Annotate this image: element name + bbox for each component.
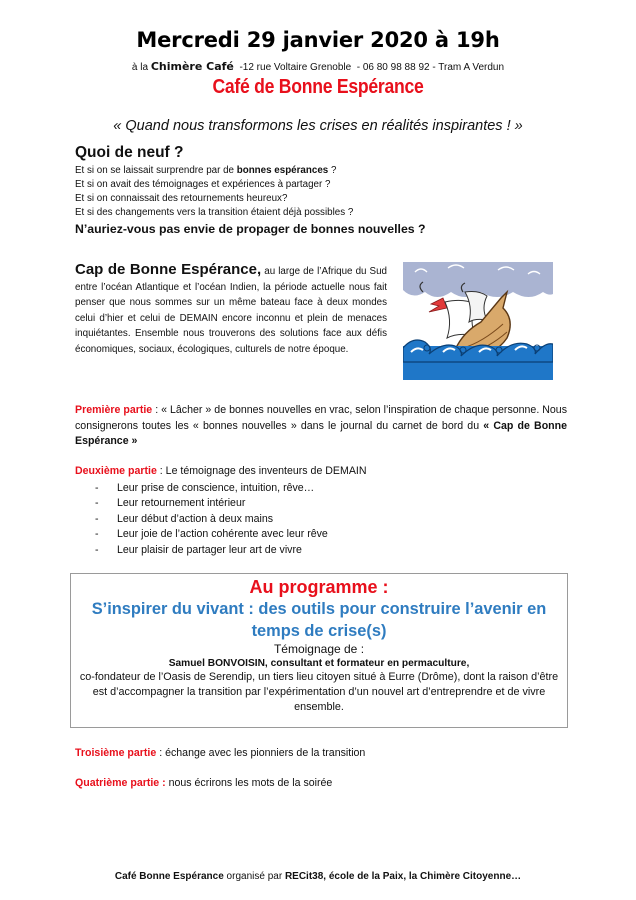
speaker: Samuel BONVOISIN, consultant et formateur en permaculture, — [168, 658, 470, 669]
part-text: : « Lâcher » de bonnes nouvelles en vrac, selon l’inspiration de chaque personne. Nous consignerons toutes les « bonnes nouvelles » dans le journal du carnet de bord du — [75, 404, 567, 432]
footer-name: Café Bonne Espérance — [114, 871, 224, 882]
part-label: Première partie — [75, 404, 153, 416]
venue-details: -12 rue Voltaire Grenoble - 06 80 98 88 92 - Tram A Verdun — [233, 62, 505, 73]
list-item — [75, 481, 567, 497]
part-text: : Le témoignage des inventeurs de DEMAIN — [156, 465, 367, 477]
waves-icon — [403, 340, 553, 380]
program-subtitle: S’inspirer du vivant : des outils pour construire l’avenir en temps de crise(s) — [91, 600, 547, 640]
part-one — [75, 403, 567, 450]
footer — [0, 871, 636, 882]
question-line — [75, 164, 575, 178]
part-text: nous écrirons les mots de la soirée — [165, 777, 333, 789]
bullet-dash: - — [95, 512, 99, 525]
speaker-description: co-fondateur de l’Oasis de Serendip, un tiers lieu citoyen situé à Eurre (Drôme), dont la raison d’être est d’accompagner la transition par l’expérimentation d’un nouvel art d’entreprendre et de vivre ensemble. — [79, 671, 559, 713]
part-label: Troisième partie — [75, 747, 157, 759]
part-three — [75, 746, 567, 762]
footer-middle: organisé par — [223, 871, 285, 882]
question-text: Et si on se laissait surprendre par de — [75, 165, 237, 176]
bullet-dash: - — [95, 481, 99, 494]
question-emphasis: bonnes espérances — [236, 165, 329, 176]
quoi-de-neuf-section — [75, 144, 575, 237]
question-line: Et si on avait des témoignages et expériences à partager ? — [75, 179, 331, 190]
list-item-text: Leur prise de conscience, intuition, rêve… — [117, 481, 315, 494]
slogan: « Quand nous transformons les crises en réalités inspirantes ! » — [113, 118, 523, 134]
question-line: Et si on connaissait des retournements heureux? — [75, 193, 288, 204]
ship-illustration — [403, 262, 553, 380]
bullet-list — [75, 481, 567, 559]
part-text: : échange avec les pionniers de la transition — [156, 747, 366, 759]
bullet-dash: - — [95, 528, 99, 541]
list-item — [75, 527, 567, 543]
part-emphasis: « Cap de Bonne Espérance » — [75, 419, 567, 447]
part-label: Deuxième partie — [75, 465, 157, 477]
part-label: Quatrième partie : — [75, 777, 166, 789]
call-to-action: N’auriez-vous pas envie de propager de bonnes nouvelles ? — [75, 222, 426, 236]
question-line: Et si des changements vers la transition étaient déjà possibles ? — [75, 207, 354, 218]
venue-name: Chimère Café — [150, 60, 234, 73]
list-item — [75, 512, 567, 528]
program-heading: Au programme : — [249, 577, 389, 597]
cap-text: au large de l’Afrique du Sud entre l’océan Atlantique et l’océan Indien, la période actuelle nous fait penser que nous sommes sur un même bateau face à deux mondes celui d’hier et celui de DEMAIN encore inconnu et plein de menaces inquiétantes. Ensemble nous trouverons des solutions face aux défis économiques, sociaux, écologiques, culturels de notre époque. — [75, 266, 387, 355]
list-item-text: Leur début d’action à deux mains — [117, 512, 274, 525]
list-item-text: Leur retournement intérieur — [117, 497, 246, 510]
testimony-label: Témoignage de : — [273, 642, 365, 656]
venue-line — [0, 60, 636, 73]
bullet-dash: - — [95, 497, 99, 510]
venue-prefix: à la — [131, 62, 151, 73]
program-box — [70, 573, 568, 728]
question-suffix: ? — [328, 165, 337, 176]
part-two — [75, 464, 567, 558]
section-heading: Quoi de neuf ? — [75, 144, 184, 161]
list-item-text: Leur joie de l’action cohérente avec leur rêve — [117, 528, 328, 541]
event-name: Café de Bonne Espérance — [212, 76, 424, 98]
cap-paragraph — [75, 262, 387, 357]
flag-icon — [429, 298, 447, 312]
footer-organizers: RECit38, école de la Paix, la Chimère Citoyenne… — [284, 871, 522, 882]
event-date-title: Mercredi 29 janvier 2020 à 19h — [136, 28, 500, 52]
part-four — [75, 776, 567, 792]
list-item — [75, 543, 567, 559]
cap-title: Cap de Bonne Espérance, — [75, 261, 262, 278]
list-item-text: Leur plaisir de partager leur art de vivre — [117, 543, 302, 556]
list-item — [75, 496, 567, 512]
bullet-dash: - — [95, 543, 99, 556]
